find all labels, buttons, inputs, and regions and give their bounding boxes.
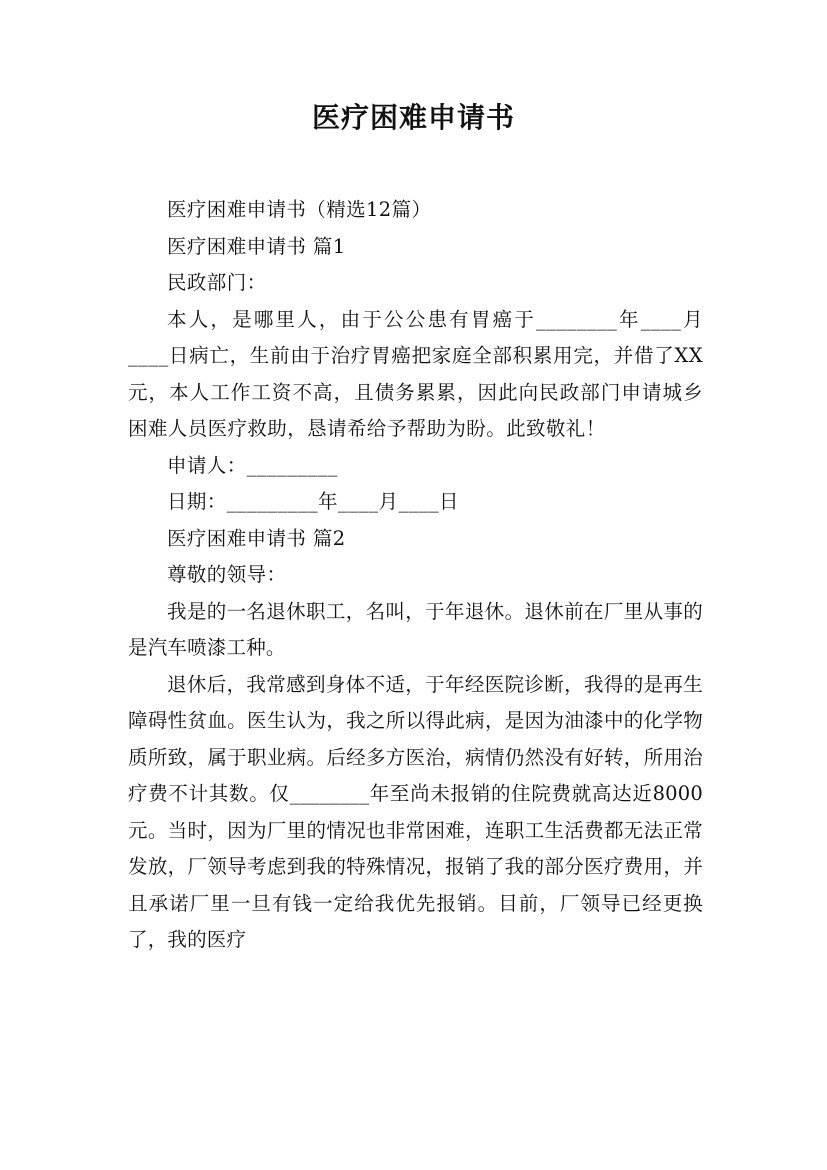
paragraph-body-2a: 我是的一名退休职工，名叫，于年退休。退休前在厂里从事的是汽车喷漆工种。	[128, 599, 703, 659]
document-body	[128, 192, 703, 959]
paragraph-date-line: 日期：_________年____月____日	[167, 490, 459, 513]
paragraph-body-2b: 退休后，我常感到身体不适，于年经医院诊断，我得的是再生障碍性贫血。医生认为，我之所以得此病，是因为油漆中的化学物质所致，属于职业病。后经多方医治，病情仍然没有好转，所用治疗费不计其数。仅________年至尚未报销的住院费就高达近8000元。当时，因为厂里的情况也非常困难，连职工生活费都无法正常发放，厂领导考虑到我的特殊情况，报销了我的部分医疗费用，并且承诺厂里一旦有钱一定给我优先报销。目前，厂领导已经更换了，我的医疗	[128, 672, 703, 951]
paragraph-salutation-2: 尊敬的领导：	[167, 563, 287, 586]
paragraph-salutation-1: 民政部门：	[167, 271, 267, 294]
paragraph-section-1-heading: 医疗困难申请书 篇1	[167, 234, 346, 258]
paragraph-section-2-heading: 医疗困难申请书 篇2	[167, 526, 346, 550]
paragraph-applicant-line: 申请人：_________	[167, 453, 338, 477]
paragraph-body-1: 本人，是哪里人，由于公公患有胃癌于________年____月____日病亡，生前由于治疗胃癌把家庭全部积累用完，并借了XX元，本人工作工资不高，且债务累累，因此向民政部门申请城乡困难人员医疗救助，恳请希给予帮助为盼。此致敬礼！	[128, 307, 703, 440]
paragraph-collection-heading: 医疗困难申请书（精选12篇）	[167, 198, 432, 221]
document-title: 医疗困难申请书	[311, 101, 515, 134]
